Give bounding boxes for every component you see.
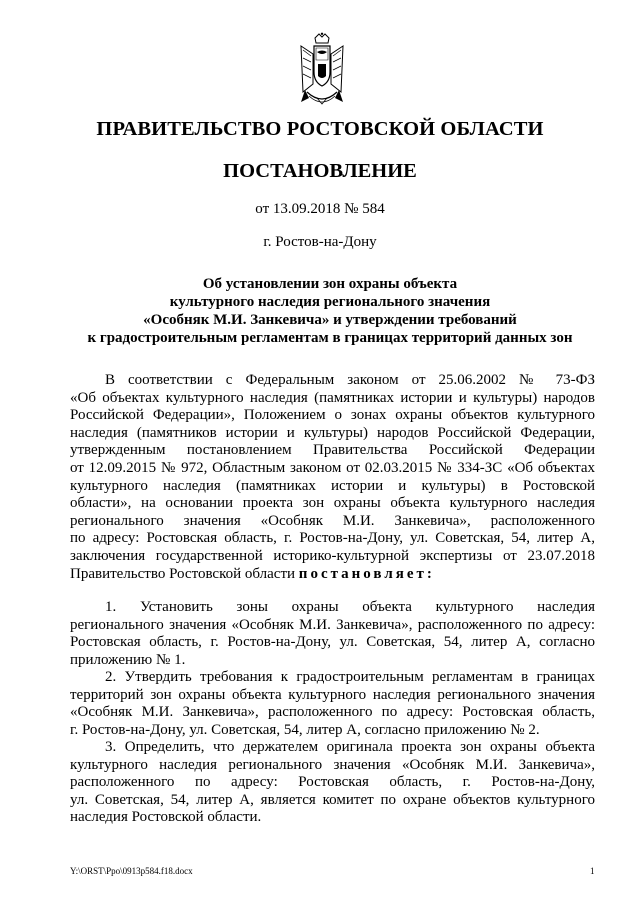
preamble-line: наследия (памятников истории и культуры) народов Российской Федерации, (70, 424, 595, 441)
item-line: «Особняк М.И. Занкевича», расположенного по адресу: Ростовская область, (70, 704, 595, 721)
preamble-line: культурного наследия (памятниках истории и культуры) в Ростовской (70, 477, 595, 494)
preamble-line: «Об объектах культурного наследия (памятниках истории и культуры) народов (70, 389, 595, 406)
item-1-paragraph (70, 599, 595, 669)
item-line: приложению № 1. (70, 651, 186, 668)
decree-word: постановляет: (298, 565, 435, 582)
item-line: территорий зон охраны объекта культурного наследия регионального значения (70, 686, 595, 703)
coat-of-arms-icon (295, 32, 349, 110)
preamble-last-text: Правительство Ростовской области (70, 565, 296, 582)
document-type: ПОСТАНОВЛЕНИЕ (223, 160, 417, 182)
preamble-line: утвержденным постановлением Правительства Российской Федерации (70, 442, 595, 459)
item-line: наследия Ростовской области. (70, 809, 262, 826)
preamble-paragraph (70, 372, 595, 583)
date-and-number: от 13.09.2018 № 584 (255, 201, 385, 217)
item-line: регионального значения «Особняк М.И. Занкевича», расположенного по адресу: (70, 616, 595, 633)
preamble-line: области», на основании проекта зон охраны объекта культурного наследия (70, 495, 595, 512)
item-line: ул. Советская, 54, литер А, является комитет по охране объектов культурного (70, 791, 595, 808)
item-3-paragraph (70, 739, 595, 827)
preamble-line: регионального значения «Особняк М.И. Занкевича», расположенного (70, 512, 595, 529)
title-line: «Особняк М.И. Занкевича» и утверждении требований (143, 312, 517, 328)
preamble-line: заключения государственной историко-культурной экспертизы от 23.07.2018 (70, 547, 595, 564)
footer-file-path: Y:\ORST\Ppo\0913p584.f18.docx (70, 866, 193, 876)
preamble-line: по адресу: Ростовская область, г. Ростов-на-Дону, ул. Советская, 54, литер А, (70, 530, 595, 547)
title-line: к градостроительным регламентам в границах территорий данных зон (87, 330, 573, 346)
preamble-line: Российской Федерации», Положением о зонах охраны объектов культурного (70, 407, 595, 424)
item-line: культурного наследия регионального значения «Особняк М.И. Занкевича», (70, 756, 595, 773)
preamble-line: В соответствии с Федеральным законом от 25.06.2002 № 73-ФЗ (105, 372, 595, 388)
item-line: 1. Установить зоны охраны объекта культурного наследия (105, 599, 595, 615)
preamble-line: от 12.09.2015 № 972, Областным законом от 02.03.2015 № 334-ЗС «Об объектах (70, 459, 595, 476)
title-line: культурного наследия регионального значения (169, 294, 491, 310)
item-line: Ростовская область, г. Ростов-на-Дону, ул. Советская, 54, литер А, согласно (70, 634, 595, 651)
government-name: ПРАВИТЕЛЬСТВО РОСТОВСКОЙ ОБЛАСТИ (96, 118, 544, 140)
item-2-paragraph (70, 669, 595, 739)
city: г. Ростов-на-Дону (263, 234, 377, 250)
preamble-line (70, 566, 595, 584)
item-line: 2. Утвердить требования к градостроительным регламентам в границах (105, 669, 595, 685)
title-line: Об установлении зон охраны объекта (202, 276, 458, 292)
item-line: 3. Определить, что держателем оригинала проекта зон охраны объекта (105, 739, 595, 755)
page-number: 1 (590, 866, 595, 876)
item-line: расположенного по адресу: Ростовская область, г. Ростов-на-Дону, (70, 774, 595, 791)
item-line: г. Ростов-на-Дону, ул. Советская, 54, литер А, согласно приложению № 2. (70, 721, 540, 738)
document-title (60, 275, 600, 347)
